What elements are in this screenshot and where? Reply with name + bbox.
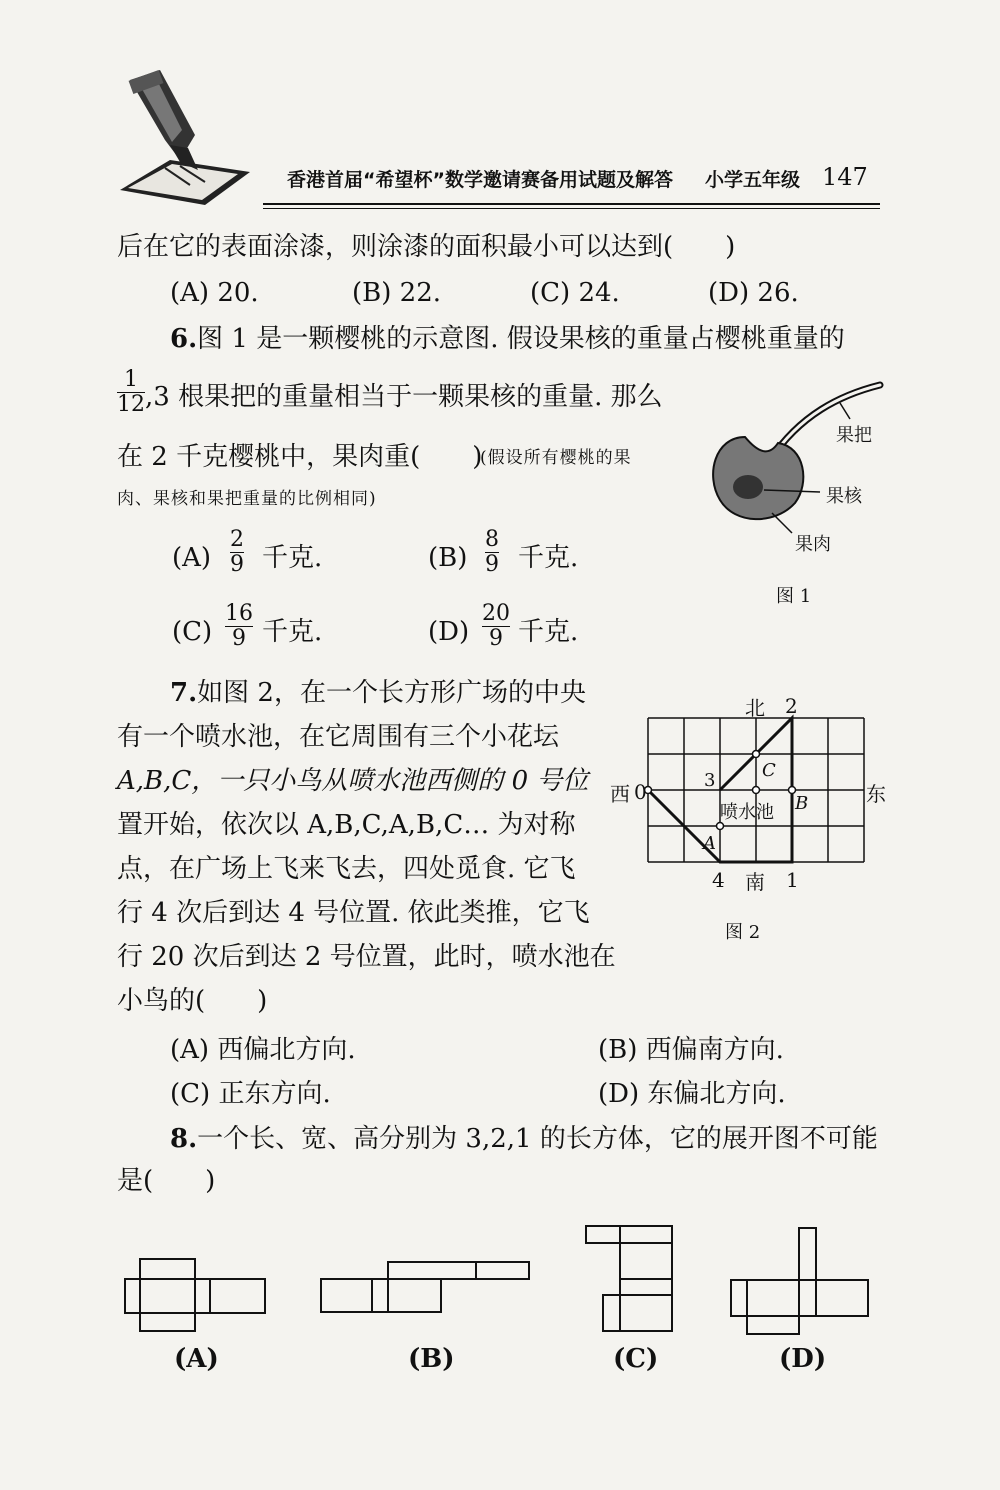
label-pos4: 4 [712,868,725,892]
q6-fraction [117,368,145,417]
denominator: 9 [489,626,503,651]
numerator: 20 [482,601,510,626]
q6-line3: 在 2 千克樱桃中，果肉重( ) [117,442,483,472]
label-pos0: 0 [634,780,647,804]
q5-option-a: (A) 20. [170,278,259,308]
numerator: 8 [485,527,499,552]
label-pos1: 1 [786,868,799,892]
q7-option-c: (C) 正东方向. [170,1079,331,1109]
q7-number: 7. [170,678,198,708]
pen-and-book-logo [110,60,260,210]
label-south: 南 [745,870,765,894]
running-header-title: 香港首届“希望杯”数学邀请赛备用试题及解答 [287,169,673,191]
q8-number: 8. [170,1124,198,1154]
running-header-grade: 小学五年级 [705,169,801,191]
q8-line2: 是( ) [117,1166,216,1196]
q6-option-c-label: (C) [172,617,213,647]
figure1-caption: 图 1 [776,586,812,607]
q7-option-a: (A) 西偏北方向. [170,1035,356,1065]
label-pos3: 3 [704,770,716,791]
label-point-a: A [703,833,716,854]
label-east: 东 [866,782,886,806]
q6-option-c-unit: 千克. [262,617,323,647]
label-north: 北 [745,696,765,720]
header-rule [263,203,880,205]
q8-line1 [170,1124,878,1154]
q6-option-c-fraction [225,602,253,651]
q5-option-b: (B) 22. [352,278,442,308]
denominator: 9 [232,626,246,651]
q7-line5: 点，在广场上飞来飞去，四处觅食. 它飞 [117,854,576,884]
q7-line3: A,B,C，一只小鸟从喷水池西侧的 0 号位 [117,766,589,796]
dot-fountain [753,787,760,794]
q7-text-line1: 如图 2，在一个长方形广场的中央 [197,678,586,708]
numerator: 16 [225,601,253,626]
denominator: 9 [230,552,244,577]
q6-option-a-label: (A) [172,543,212,573]
q5-option-d: (D) 26. [708,278,799,308]
q6-note2: 肉、果核和果把重量的比例相同) [117,489,377,509]
q7-line4: 置开始，依次以 A,B,C,A,B,C… 为对称 [117,810,576,840]
q6-option-b-fraction [485,528,499,577]
q8-label-a: (A) [174,1344,219,1374]
q5-option-c: (C) 24. [530,278,620,308]
q7-line6: 行 4 次后到达 4 号位置. 依此类推，它飞 [117,898,590,928]
q6-number: 6. [170,324,198,354]
numerator: 2 [230,527,244,552]
figure2-caption: 图 2 [725,922,761,943]
q7-line1 [170,678,586,708]
page-number: 147 [822,163,868,191]
q6-fraction-denominator: 12 [117,392,145,417]
q6-line1 [170,324,845,354]
label-stem: 果把 [836,425,872,446]
square-grid-diagram [640,710,870,870]
q8-text-line1: 一个长、宽、高分别为 3,2,1 的长方体，它的展开图不可能 [197,1124,878,1154]
q8-label-d: (D) [779,1344,827,1374]
q6-option-d-fraction [482,602,510,651]
q7-line2: 有一个喷水池，在它周围有三个小花坛 [117,722,560,752]
q5-text: 后在它的表面涂漆，则涂漆的面积最小可以达到( ) [117,232,736,262]
q6-option-a-fraction [230,528,244,577]
net-diagram-b [318,1258,533,1318]
q8-label-b: (B) [408,1344,455,1374]
q7-line8: 小鸟的( ) [117,986,268,1016]
q6-note1: (假设所有樱桃的果 [480,448,632,468]
label-point-c: C [762,760,776,781]
denominator: 9 [485,552,499,577]
label-flesh: 果肉 [795,534,831,555]
q6-option-b-unit: 千克. [518,543,579,573]
label-fountain: 喷水池 [720,802,774,823]
dot-c [753,751,760,758]
q7-line7: 行 20 次后到达 2 号位置，此时，喷水池在 [117,942,616,972]
net-diagram-a [120,1255,270,1335]
q6-option-a-unit: 千克. [262,543,323,573]
q6-option-d-unit: 千克. [518,617,579,647]
net-diagram-d [727,1225,872,1340]
q6-text-line1: 图 1 是一颗樱桃的示意图. 假设果核的重量占樱桃重量的 [197,324,845,354]
q7-option-b: (B) 西偏南方向. [598,1035,784,1065]
q7-option-d: (D) 东偏北方向. [598,1079,786,1109]
q6-option-d-label: (D) [428,617,470,647]
q6-option-b-label: (B) [428,543,468,573]
q6-fraction-numerator: 1 [124,367,138,392]
net-diagram-c [583,1223,678,1338]
q6-line2: ,3 根果把的重量相当于一颗果核的重量. 那么 [145,382,663,412]
label-west: 西 [610,782,630,806]
label-pos2: 2 [785,694,798,718]
q8-label-c: (C) [613,1344,659,1374]
label-pit: 果核 [826,486,862,507]
label-point-b: B [795,793,809,814]
header-rule-thin [263,208,880,209]
